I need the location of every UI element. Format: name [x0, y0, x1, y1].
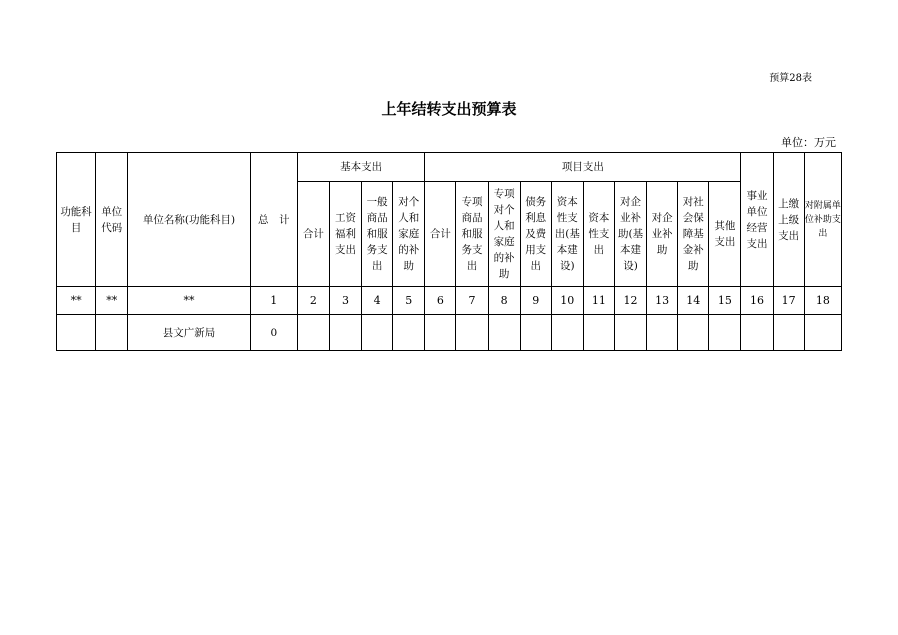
page-title: 上年结转支出预算表: [381, 100, 517, 118]
number-cell: 13: [647, 287, 678, 315]
number-cell: **: [128, 287, 250, 315]
cell-empty: [583, 315, 614, 351]
number-cell: **: [96, 287, 128, 315]
cell-empty: [647, 315, 678, 351]
number-cell: 2: [297, 287, 329, 315]
budget-table: [56, 152, 842, 351]
number-cell: 17: [773, 287, 804, 315]
header-affiliated-subsidy: 对附属单位补助支出: [804, 153, 841, 287]
cell-total: 0: [250, 315, 297, 351]
number-cell: 6: [425, 287, 456, 315]
cell-empty: [741, 315, 773, 351]
number-row: [57, 287, 842, 315]
header-project-personal-subsidy: 专项对个人和家庭的补助: [488, 182, 520, 287]
number-cell: 14: [678, 287, 709, 315]
cell-unit-name: 县文广新局: [128, 315, 250, 351]
number-cell: 11: [583, 287, 614, 315]
number-cell: 4: [362, 287, 393, 315]
cell-func-subject: [57, 315, 96, 351]
number-cell: 7: [456, 287, 488, 315]
cell-unit-code: [96, 315, 128, 351]
header-unit-name: 单位名称(功能科目): [128, 153, 250, 287]
number-cell: 10: [551, 287, 583, 315]
cell-empty: [456, 315, 488, 351]
header-project-goods-services: 专项商品和服务支出: [456, 182, 488, 287]
cell-empty: [329, 315, 361, 351]
cell-empty: [297, 315, 329, 351]
number-cell: 1: [250, 287, 297, 315]
cell-empty: [393, 315, 425, 351]
number-cell: 5: [393, 287, 425, 315]
table-row: [57, 315, 842, 351]
cell-empty: [678, 315, 709, 351]
header-total: 总 计: [250, 153, 297, 287]
number-cell: **: [57, 287, 96, 315]
number-cell: 16: [741, 287, 773, 315]
header-business-expenditure: 事业单位经营支出: [741, 153, 773, 287]
header-basic-total: 合计: [297, 182, 329, 287]
header-project-total: 合计: [425, 182, 456, 287]
unit-label: 单位：万元: [781, 136, 836, 149]
header-project-debt-interest: 债务利息及费用支出: [520, 182, 551, 287]
cell-empty: [773, 315, 804, 351]
cell-empty: [614, 315, 646, 351]
cell-empty: [425, 315, 456, 351]
cell-empty: [709, 315, 741, 351]
number-cell: 15: [709, 287, 741, 315]
header-project-enterprise-construction: 对企业补助(基本建设): [614, 182, 646, 287]
cell-empty: [520, 315, 551, 351]
cell-empty: [362, 315, 393, 351]
header-basic-expenditure: 基本支出: [297, 153, 424, 182]
header-unit-code: 单位代码: [96, 153, 128, 287]
header-basic-wages: 工资福利支出: [329, 182, 361, 287]
number-cell: 8: [488, 287, 520, 315]
table-number: 预算28表: [769, 73, 812, 84]
header-func-subject: 功能科目: [57, 153, 96, 287]
header-basic-personal-subsidy: 对个人和家庭的补助: [393, 182, 425, 287]
number-cell: 3: [329, 287, 361, 315]
header-project-expenditure: 项目支出: [425, 153, 741, 182]
number-cell: 12: [614, 287, 646, 315]
header-project-capital-construction: 资本性支出(基本建设): [551, 182, 583, 287]
number-cell: 18: [804, 287, 841, 315]
header-upper-expenditure: 上缴上级支出: [773, 153, 804, 287]
header-project-social-security: 对社会保障基金补助: [678, 182, 709, 287]
header-basic-goods-services: 一般商品和服务支出: [362, 182, 393, 287]
header-project-enterprise-subsidy: 对企业补助: [647, 182, 678, 287]
cell-empty: [804, 315, 841, 351]
header-project-capital: 资本性支出: [583, 182, 614, 287]
cell-empty: [488, 315, 520, 351]
header-project-other: 其他支出: [709, 182, 741, 287]
cell-empty: [551, 315, 583, 351]
number-cell: 9: [520, 287, 551, 315]
